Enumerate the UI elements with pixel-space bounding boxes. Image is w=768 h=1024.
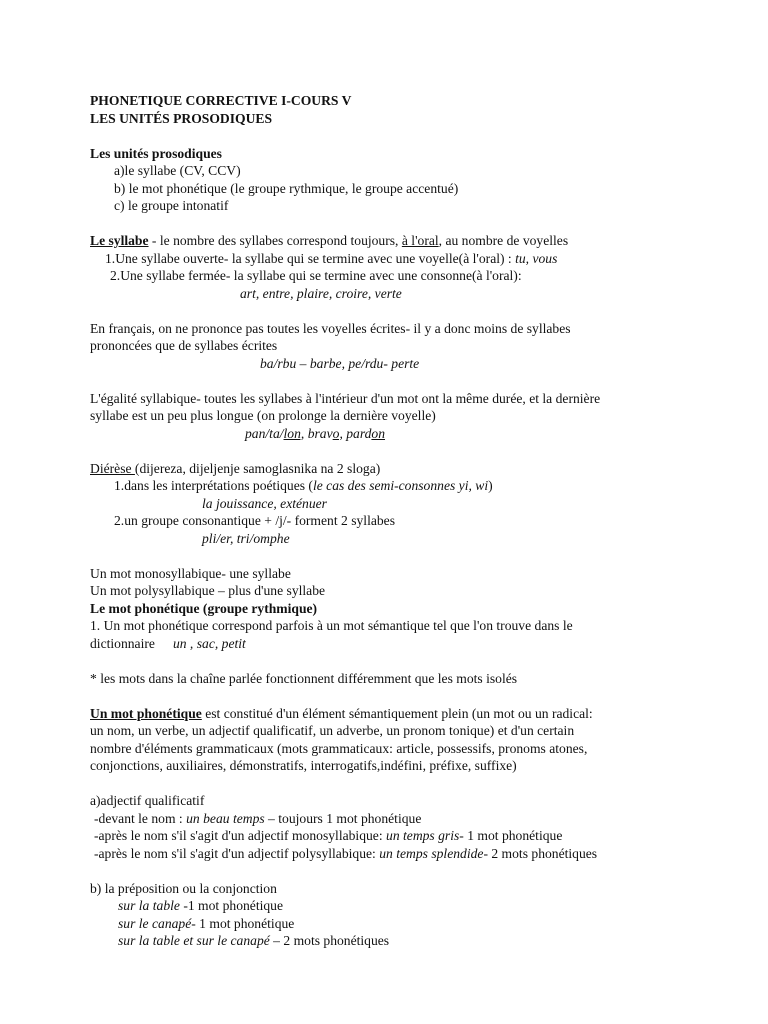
dictionnaire-example: un , sac, petit — [172, 635, 246, 651]
syllabe-ouverte — [90, 250, 690, 268]
francais-line-2: prononcées que de syllabes écrites — [90, 338, 278, 353]
phonetique-term: Un mot phonétique — [90, 705, 202, 721]
adjectif-line-1-example: un beau temps — [186, 810, 265, 826]
syllabe-definition — [90, 232, 690, 250]
dierese-item-1-italic: le cas des semi-consonnes yi, wi — [312, 478, 489, 493]
spacer — [90, 862, 690, 880]
syllabe-oral: à l'oral — [401, 233, 439, 248]
adjectif-line-3-text: -après le nom s'il s'agit d'un adjectif polysyllabique: — [94, 845, 380, 861]
francais-line-1: En français, on ne prononce pas toutes les voyelles écrites- il y a donc moins de syllabes — [90, 320, 571, 336]
syllabe-ouverte-text: 1.Une syllabe ouverte- la syllabe qui se termine avec une voyelle(à l'oral) : — [105, 250, 516, 266]
dierese-text: (dijereza, dijeljenje samoglasnika na 2 sloga) — [134, 460, 381, 476]
document-body — [90, 92, 690, 950]
adjectif-line-1-end: – toujours 1 mot phonétique — [264, 810, 422, 826]
preposition-line-3 — [90, 932, 690, 950]
adjectif-line-1 — [90, 810, 690, 828]
units-item-c: c) le groupe intonatif — [114, 198, 229, 213]
units-item-a: a)le syllabe (CV, CCV) — [114, 163, 241, 178]
mot-monosyllabique: Un mot monosyllabique- une syllabe — [90, 565, 291, 581]
adjectif-heading: a)adjectif qualificatif — [90, 793, 205, 808]
page-title: PHONETIQUE CORRECTIVE I-COURS V — [90, 93, 352, 108]
adjectif-line-2-example: un temps gris — [386, 828, 460, 843]
preposition-line-2-end: - 1 mot phonétique — [191, 915, 295, 931]
spacer — [90, 127, 690, 145]
spacer — [90, 687, 690, 705]
units-item-b: b) le mot phonétique (le groupe rythmique, le groupe accentué) — [114, 180, 459, 196]
syllabe-term: Le syllabe — [90, 233, 149, 248]
mot-phonetique-line-2 — [90, 635, 690, 653]
egalite-example — [90, 425, 690, 443]
egalite-example-part: pan/ta/ — [245, 425, 284, 441]
preposition-line-3-end: – 2 mots phonétiques — [269, 933, 390, 948]
dierese-item-1-text: 1.dans les interprétations poétiques ( — [114, 478, 313, 493]
dierese-item-2: 2.un groupe consonantique + /j/- forment 2 syllabes — [114, 513, 395, 528]
spacer — [90, 652, 690, 670]
mot-phonetique-heading: Le mot phonétique (groupe rythmique) — [90, 600, 318, 616]
mot-phonetique-line-1: 1. Un mot phonétique correspond parfois à un mot sémantique tel que l'on trouve dans le — [90, 618, 573, 633]
adjectif-line-2-end: - 1 mot phonétique — [459, 828, 563, 843]
phonetique-text: est constitué d'un élément sémantiquement plein (un mot ou un radical: — [201, 705, 593, 721]
egalite-line-2: syllabe est un peu plus longue (on prolonge la dernière voyelle) — [90, 408, 436, 423]
dierese-definition — [90, 460, 690, 478]
phonetique-line-3: nombre d'éléments grammaticaux (mots grammaticaux: article, possessifs, pronoms atones, — [90, 740, 588, 756]
spacer — [90, 442, 690, 460]
preposition-line-3-example: sur la table et sur le canapé — [118, 933, 270, 948]
chaine-note: * les mots dans la chaîne parlée fonctionnent différemment que les mots isolés — [90, 670, 518, 686]
syllabe-ouverte-example: tu, vous — [515, 250, 558, 266]
egalite-example-underlined: lon, — [283, 425, 305, 441]
phonetique-line-4: conjonctions, auxiliaires, démonstratifs, interrogatifs,indéfini, préfixe, suffixe) — [90, 758, 517, 773]
preposition-line-2 — [90, 915, 690, 933]
spacer — [90, 302, 690, 320]
mot-polysyllabique: Un mot polysyllabique – plus d'une syllabe — [90, 583, 326, 598]
adjectif-line-3-example: un temps splendide — [379, 845, 484, 861]
preposition-line-2-example: sur le canapé — [118, 915, 192, 931]
syllabe-fermee: 2.Une syllabe fermée- la syllabe qui se termine avec une consonne(à l'oral): — [110, 268, 522, 283]
dierese-example-2: pli/er, tri/omphe — [202, 530, 290, 546]
egalite-example-underlined: on — [371, 425, 386, 441]
preposition-line-1 — [90, 897, 690, 915]
dierese-item-1 — [90, 477, 690, 495]
spacer — [90, 372, 690, 390]
syllabe-text: - le nombre des syllabes correspond toujours, — [148, 233, 402, 248]
syllabe-text-end: , au nombre de voyelles — [438, 233, 569, 248]
egalite-example-underlined: o, — [332, 425, 343, 441]
preposition-heading: b) la préposition ou la conjonction — [90, 880, 277, 896]
francais-example: ba/rbu – barbe, pe/rdu- perte — [260, 355, 420, 371]
units-heading: Les unités prosodiques — [90, 145, 222, 161]
adjectif-line-2 — [90, 827, 690, 845]
egalite-example-part: brav — [304, 425, 333, 441]
egalite-example-part: pard — [342, 425, 372, 441]
adjectif-line-2-text: -après le nom s'il s'agit d'un adjectif monosyllabique: — [94, 828, 387, 843]
page-subtitle: LES UNITÉS PROSODIQUES — [90, 110, 273, 126]
adjectif-line-3 — [90, 845, 690, 863]
spacer — [90, 775, 690, 793]
preposition-line-1-end: -1 mot phonétique — [179, 898, 284, 913]
spacer — [90, 547, 690, 565]
phonetique-definition — [90, 705, 690, 723]
syllabe-fermee-example: art, entre, plaire, croire, verte — [240, 285, 402, 301]
dierese-item-1-end: ) — [488, 478, 493, 493]
adjectif-line-3-end: - 2 mots phonétiques — [483, 845, 598, 861]
preposition-line-1-example: sur la table — [118, 898, 180, 913]
dierese-term: Diérèse — [90, 460, 135, 476]
dictionnaire-text: dictionnaire — [90, 635, 155, 651]
adjectif-line-1-text: -devant le nom : — [94, 810, 187, 826]
dierese-example-1: la jouissance, exténuer — [202, 495, 327, 511]
phonetique-line-2: un nom, un verbe, un adjectif qualificatif, un adverbe, un pronom tonique) et d'un certain — [90, 723, 575, 738]
spacer — [90, 215, 690, 233]
egalite-line-1: L'égalité syllabique- toutes les syllabes à l'intérieur d'un mot ont la même durée, et la dernière — [90, 390, 601, 406]
